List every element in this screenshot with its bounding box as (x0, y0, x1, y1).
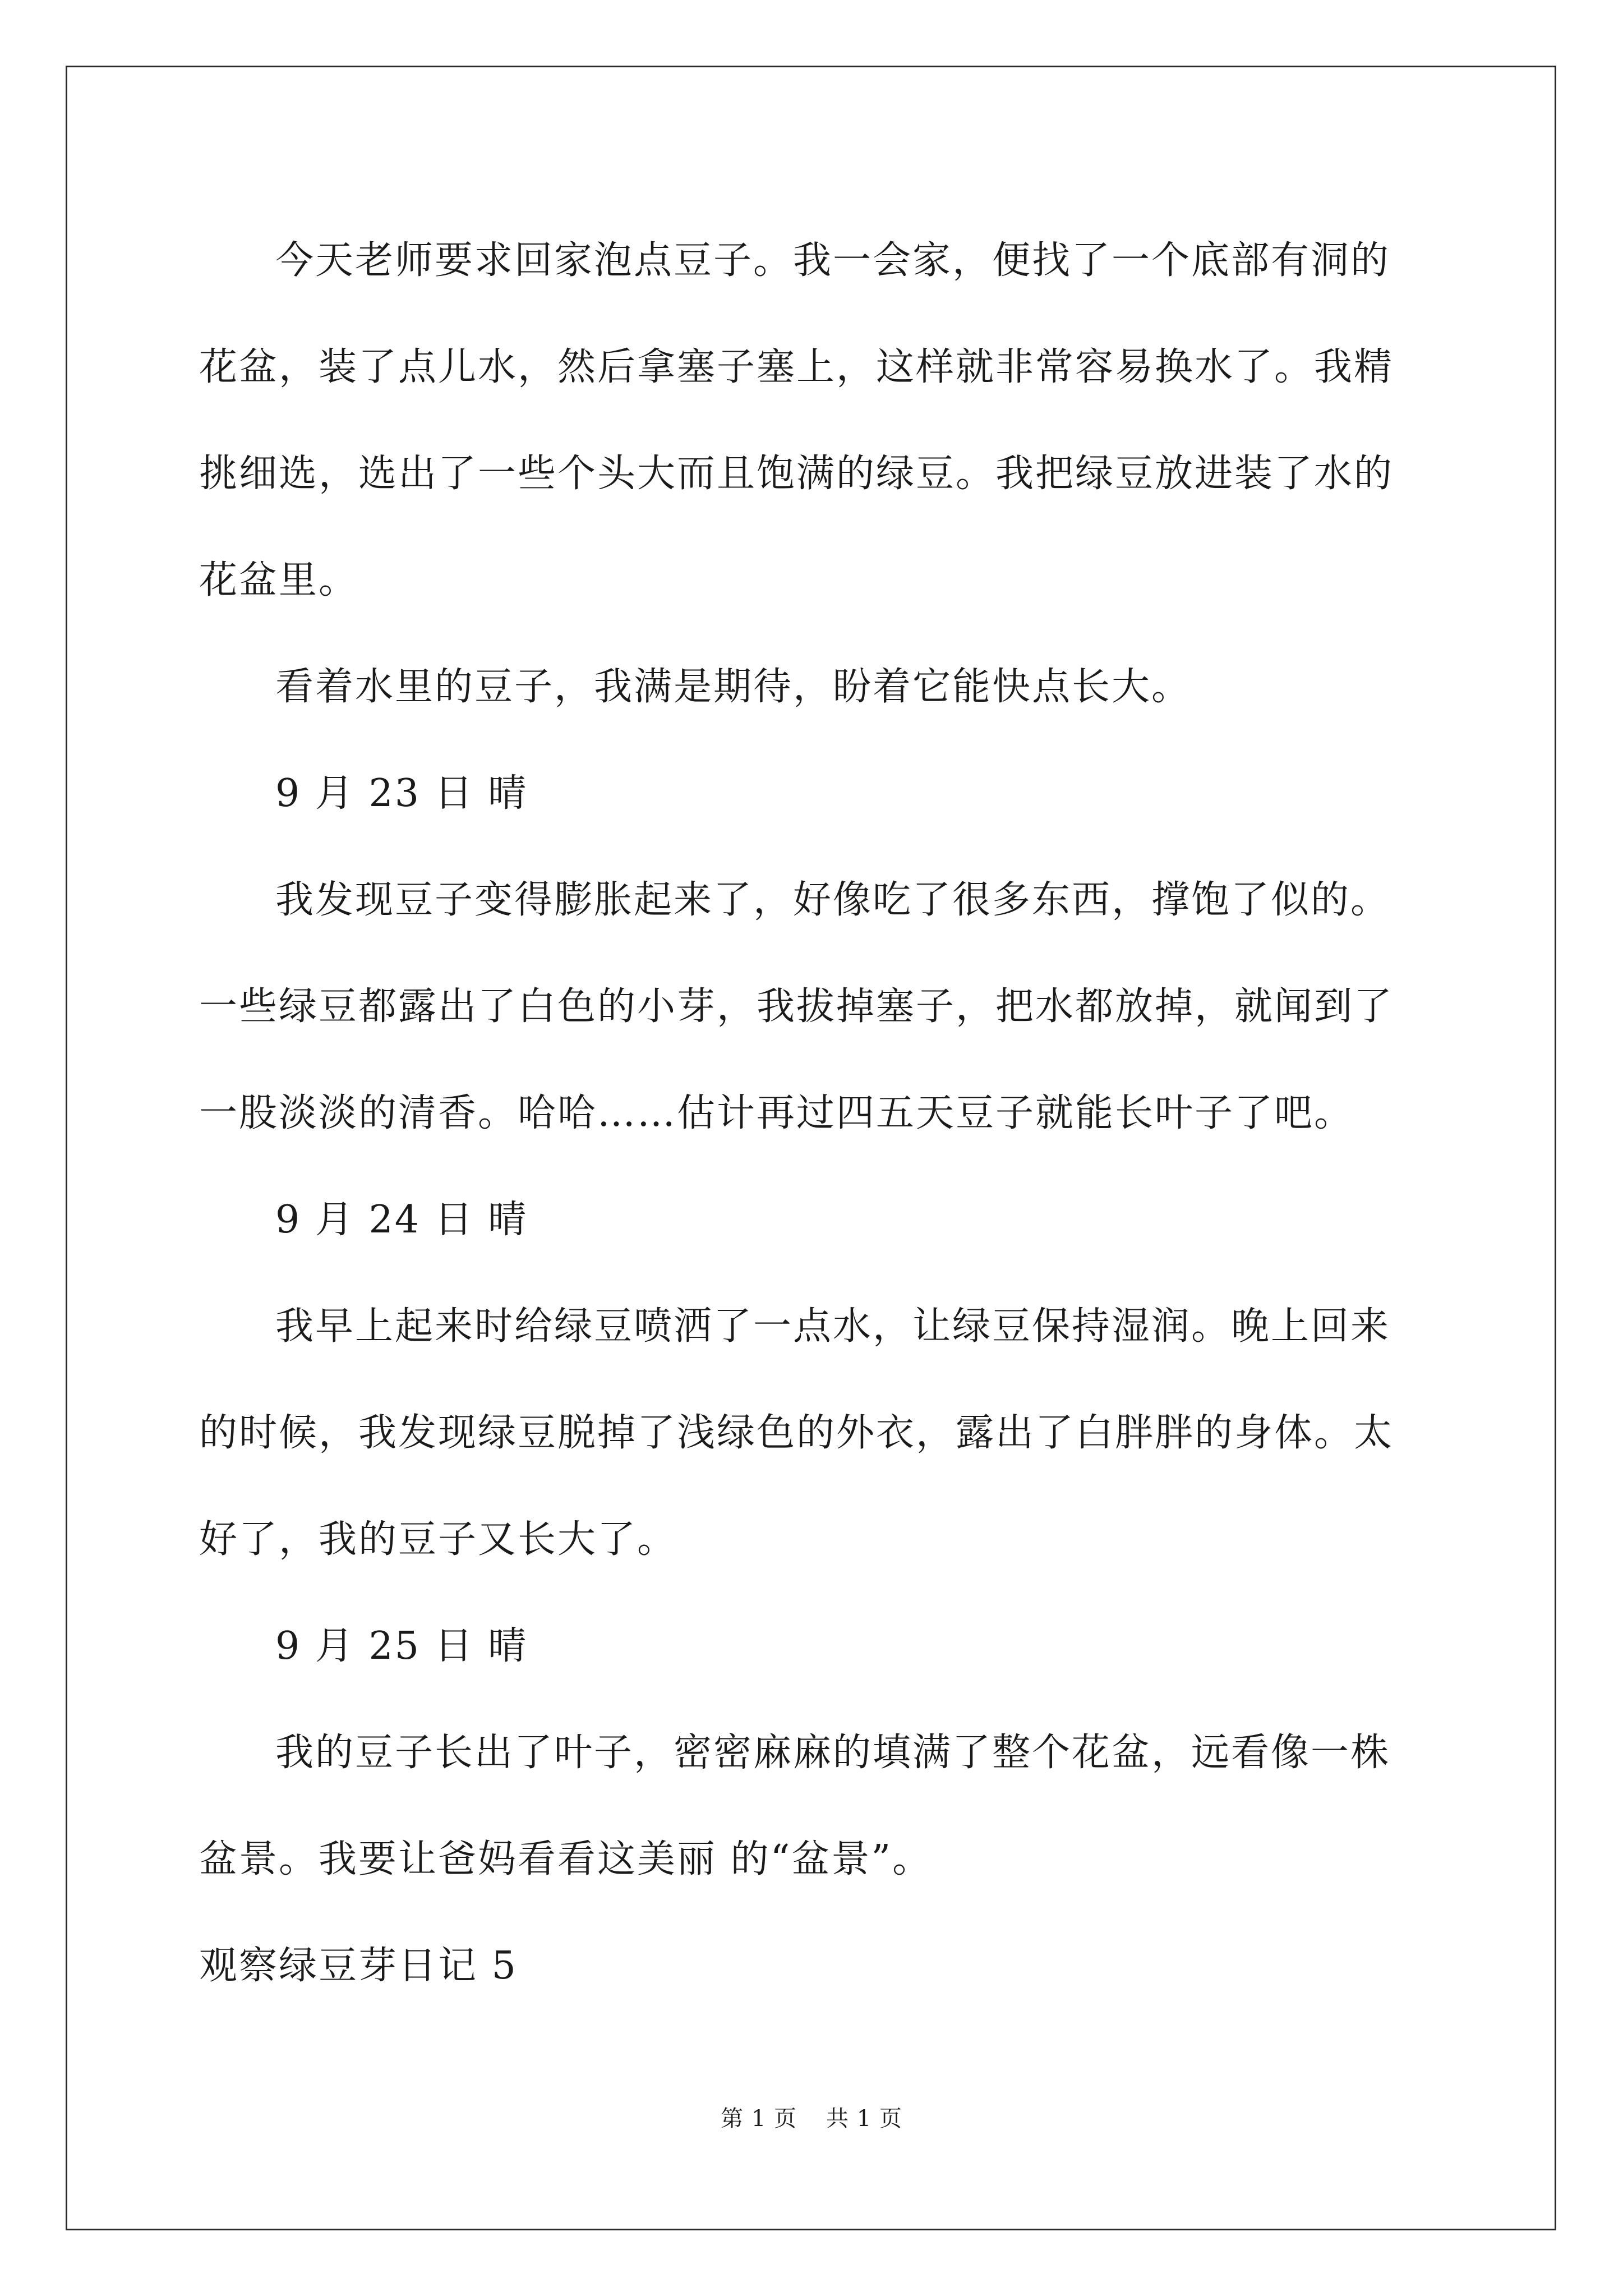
page-footer (0, 2101, 1623, 2133)
paragraph-line: 今天老师要求回家泡点豆子。我一会家，便找了一个底部有洞的 (275, 238, 1391, 283)
paragraph-line: 我的豆子长出了叶子，密密麻麻的填满了整个花盆，远看像一株 (275, 1731, 1391, 1775)
paragraph-line: 盆景。我要让爸妈看看这美丽 的“盆景”。 (199, 1837, 933, 1881)
paragraph-line: 我发现豆子变得膨胀起来了，好像吃了很多东西，撑饱了似的。 (275, 878, 1391, 922)
diary-date: 9 月 23 日 晴 (275, 771, 528, 816)
paragraph-line: 一些绿豆都露出了白色的小芽，我拔掉塞子，把水都放掉，就闻到了 (199, 984, 1394, 1029)
paragraph-line: 挑细选，选出了一些个头大而且饱满的绿豆。我把绿豆放进装了水的 (199, 452, 1394, 496)
paragraph-line: 花盆里。 (199, 558, 359, 602)
paragraph-line: 我早上起来时给绿豆喷洒了一点水，让绿豆保持湿润。晚上回来 (275, 1304, 1391, 1349)
paragraph-line: 一股淡淡的清香。哈哈……估计再过四五天豆子就能长叶子了吧。 (199, 1091, 1354, 1135)
section-heading: 观察绿豆芽日记 5 (199, 1944, 518, 1988)
diary-date: 9 月 25 日 晴 (275, 1624, 528, 1668)
paragraph-line: 花盆，装了点儿水，然后拿塞子塞上，这样就非常容易换水了。我精 (199, 345, 1394, 389)
document-body (199, 208, 1427, 2019)
paragraph-line: 看着水里的豆子，我满是期待，盼着它能快点长大。 (275, 665, 1192, 709)
page-number: 第 1 页 (721, 2106, 797, 2132)
diary-date: 9 月 24 日 晴 (275, 1198, 528, 1242)
paragraph-line: 的时候，我发现绿豆脱掉了浅绿色的外衣，露出了白胖胖的身体。太 (199, 1411, 1394, 1455)
page-total: 共 1 页 (826, 2106, 902, 2132)
paragraph-line: 好了，我的豆子又长大了。 (199, 1517, 677, 1562)
